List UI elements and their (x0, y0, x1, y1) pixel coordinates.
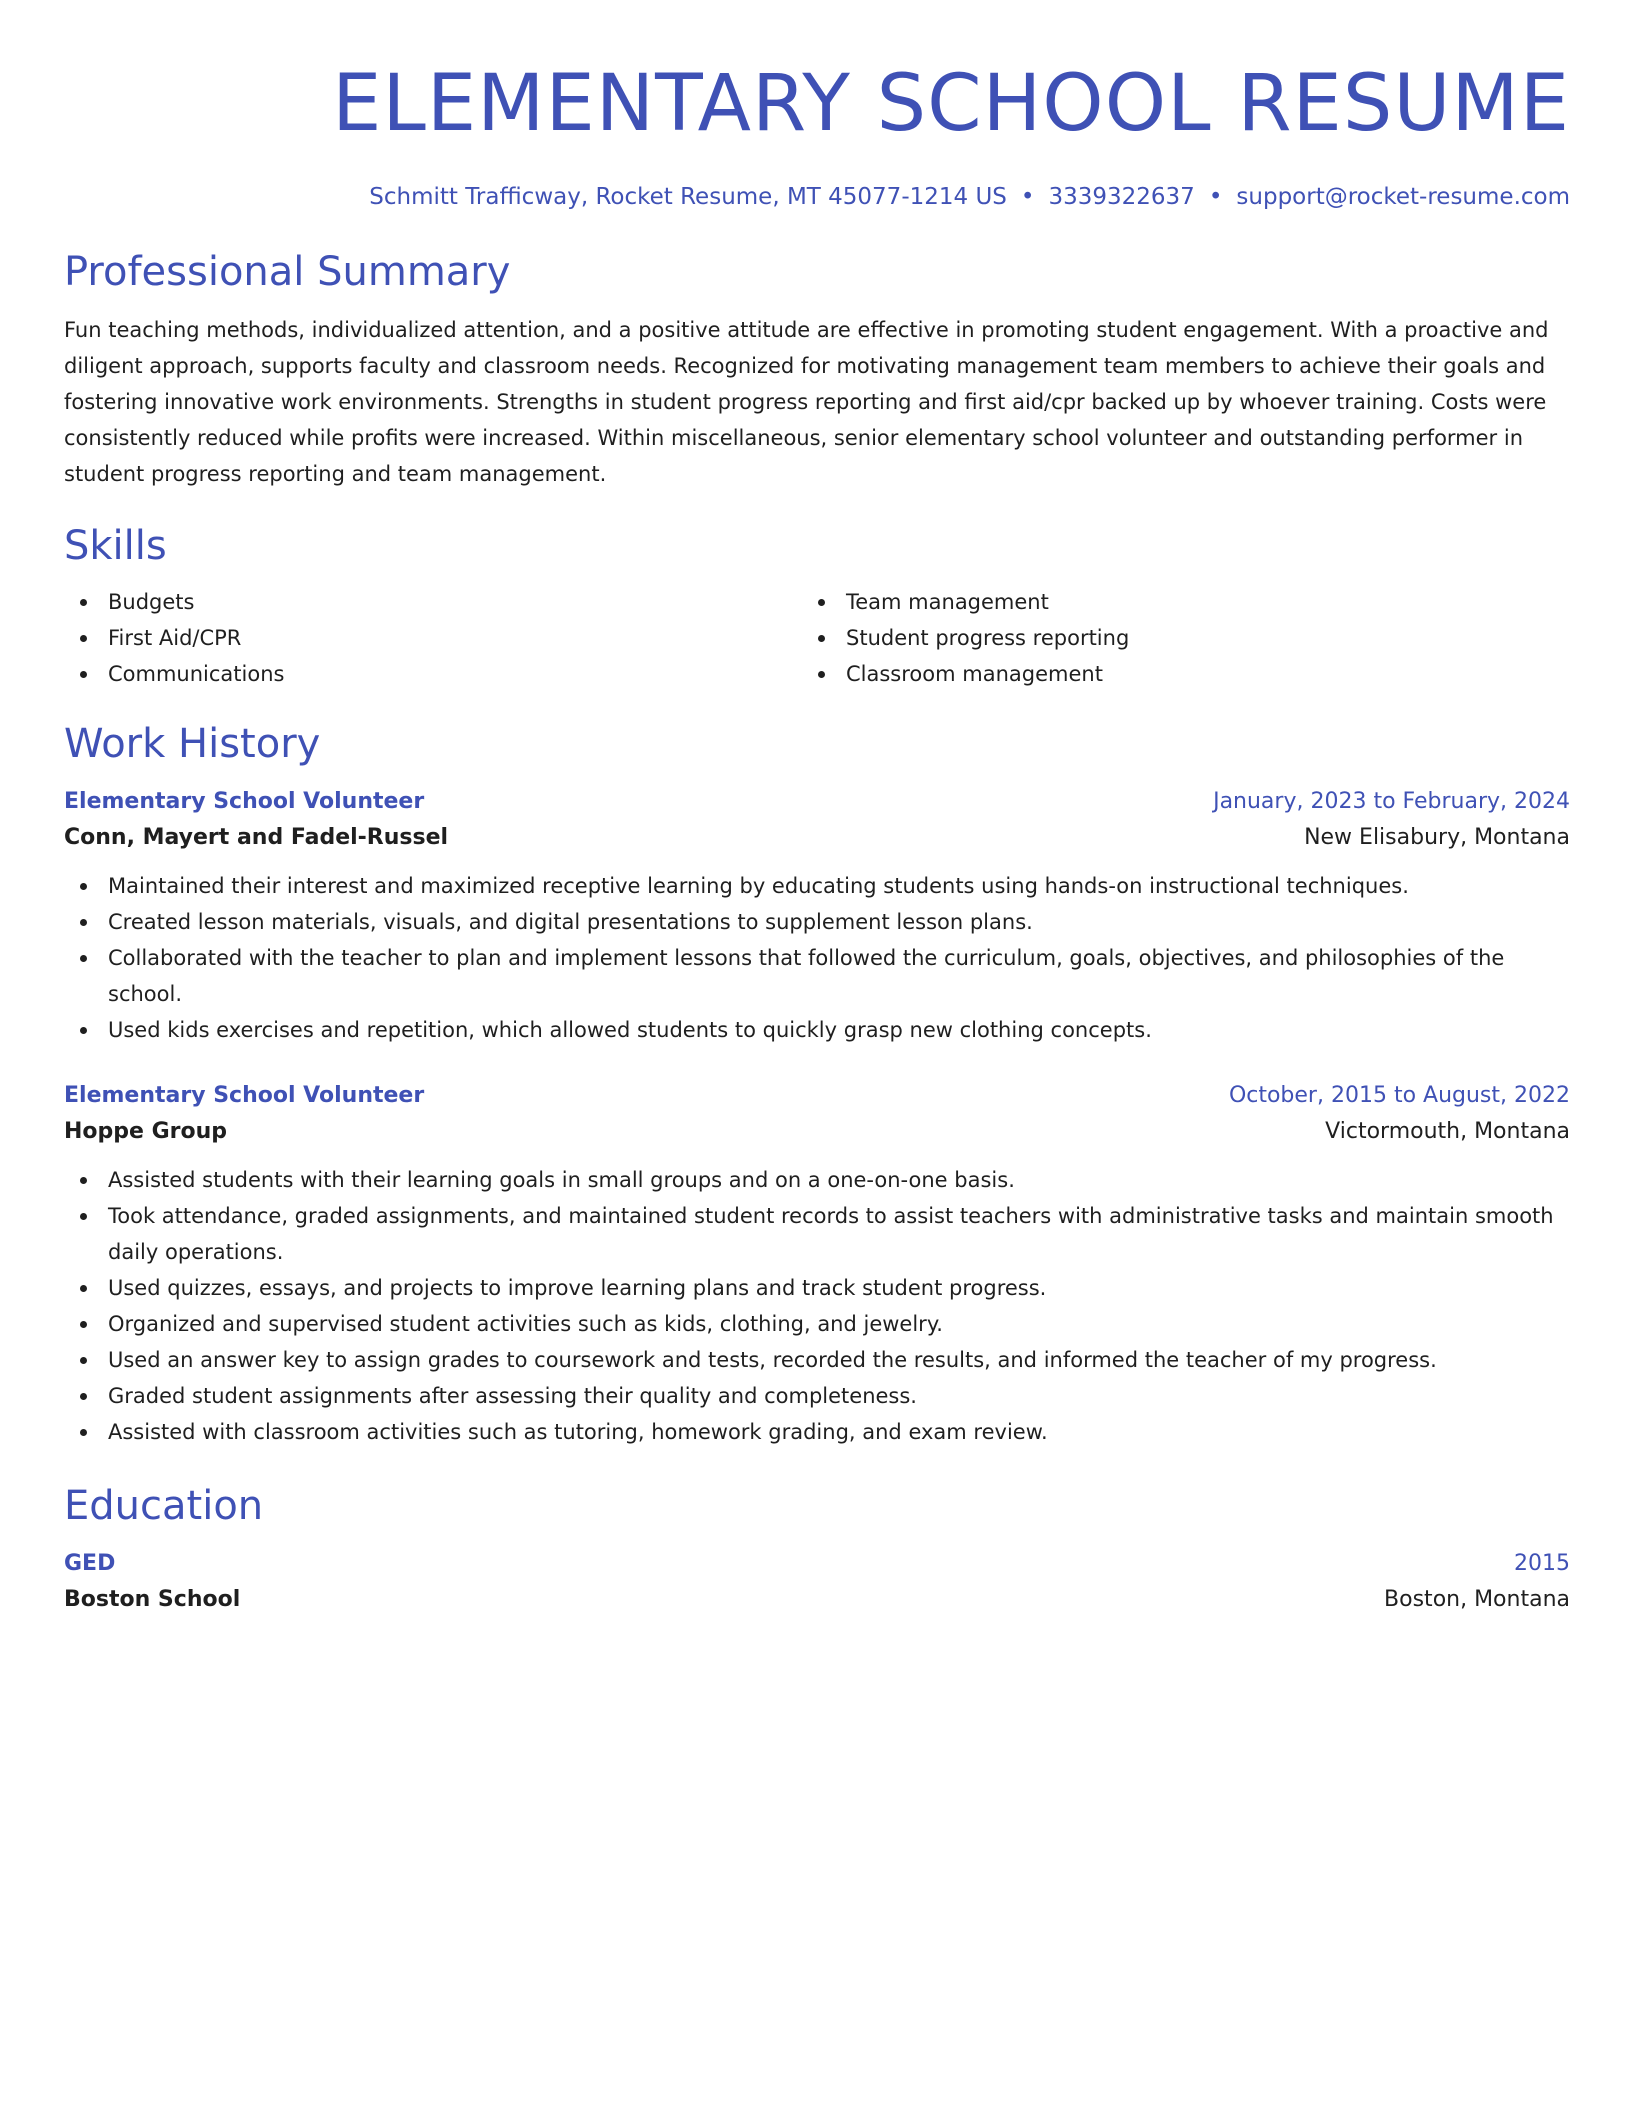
job-company-row (64, 1114, 1570, 1150)
job-dates: October, 2015 to August, 2022 (1228, 1083, 1570, 1108)
job-dates: January, 2023 to February, 2024 (1213, 789, 1570, 814)
contact-address: Schmitt Trafficway, Rocket Resume, MT 45077-1214 US (369, 184, 1007, 210)
job-title: Elementary School Volunteer (64, 789, 425, 814)
job-entry (64, 784, 1570, 1048)
job-header-row (64, 784, 1570, 820)
skills-column-left (64, 584, 802, 692)
job-company: Hoppe Group (64, 1119, 228, 1144)
skill-item: Student progress reporting (802, 620, 1540, 656)
education-heading: Education (64, 1483, 264, 1529)
contact-phone: 3339322637 (1048, 184, 1195, 210)
job-location: New Elisabury, Montana (1304, 825, 1570, 850)
job-header-row (64, 1078, 1570, 1114)
skills-heading: Skills (64, 523, 167, 569)
job-bullet: Used quizzes, essays, and projects to improve learning plans and track student progress. (64, 1270, 1570, 1306)
job-entry (64, 1078, 1570, 1450)
education-degree-row (64, 1546, 1570, 1582)
work-history-heading: Work History (64, 721, 321, 767)
contact-email: support@rocket-resume.com (1236, 184, 1570, 210)
skill-item: Budgets (64, 584, 802, 620)
education-year: 2015 (1514, 1551, 1570, 1576)
education-school-row (64, 1582, 1570, 1618)
education-degree: GED (64, 1551, 116, 1576)
skills-list (64, 584, 1570, 692)
resume-title: ELEMENTARY SCHOOL RESUME (332, 59, 1570, 149)
skills-column-right (802, 584, 1540, 692)
job-bullet: Used an answer key to assign grades to coursework and tests, recorded the results, and informed the teacher of my progress. (64, 1342, 1570, 1378)
job-bullets (64, 868, 1570, 1048)
job-title: Elementary School Volunteer (64, 1083, 425, 1108)
skill-item: First Aid/CPR (64, 620, 802, 656)
summary-heading: Professional Summary (64, 249, 511, 295)
job-bullet: Took attendance, graded assignments, and maintained student records to assist teachers with administrative tasks and maintain smooth daily operations. (64, 1198, 1570, 1270)
job-company: Conn, Mayert and Fadel-Russel (64, 825, 449, 850)
job-bullet: Used kids exercises and repetition, which allowed students to quickly grasp new clothing concepts. (64, 1012, 1570, 1048)
summary-text: Fun teaching methods, individualized attention, and a positive attitude are effective in promoting student engagement. With a proactive and diligent approach, supports faculty and classroom needs. Recognized for motivating management team members to achieve their goals and fostering innovative work environments. Strengths in student progress reporting and first aid/cpr backed up by whoever training. Costs were consistently reduced while profits were increased. Within miscellaneous, senior elementary school volunteer and outstanding performer in student progress reporting and team management. (64, 318, 1549, 486)
job-bullet: Assisted students with their learning goals in small groups and on a one-on-one basis. (64, 1162, 1570, 1198)
job-bullet: Organized and supervised student activities such as kids, clothing, and jewelry. (64, 1306, 1570, 1342)
contact-separator: • (1208, 184, 1223, 210)
job-bullet: Maintained their interest and maximized receptive learning by educating students using hands-on instructional techniques. (64, 868, 1570, 904)
education-school: Boston School (64, 1587, 241, 1612)
job-company-row (64, 820, 1570, 856)
job-bullets (64, 1162, 1570, 1450)
job-bullet: Assisted with classroom activities such as tutoring, homework grading, and exam review. (64, 1414, 1570, 1450)
skill-item: Team management (802, 584, 1540, 620)
education-entry (64, 1546, 1570, 1618)
job-bullet: Graded student assignments after assessing their quality and completeness. (64, 1378, 1570, 1414)
job-location: Victormouth, Montana (1325, 1119, 1570, 1144)
job-bullet: Created lesson materials, visuals, and digital presentations to supplement lesson plans. (64, 904, 1570, 940)
education-location: Boston, Montana (1384, 1587, 1570, 1612)
contact-separator: • (1020, 184, 1035, 210)
skill-item: Classroom management (802, 656, 1540, 692)
job-bullet: Collaborated with the teacher to plan and implement lessons that followed the curriculum, goals, objectives, and philosophies of the school. (64, 940, 1570, 1012)
contact-line (64, 182, 1570, 212)
skill-item: Communications (64, 656, 802, 692)
